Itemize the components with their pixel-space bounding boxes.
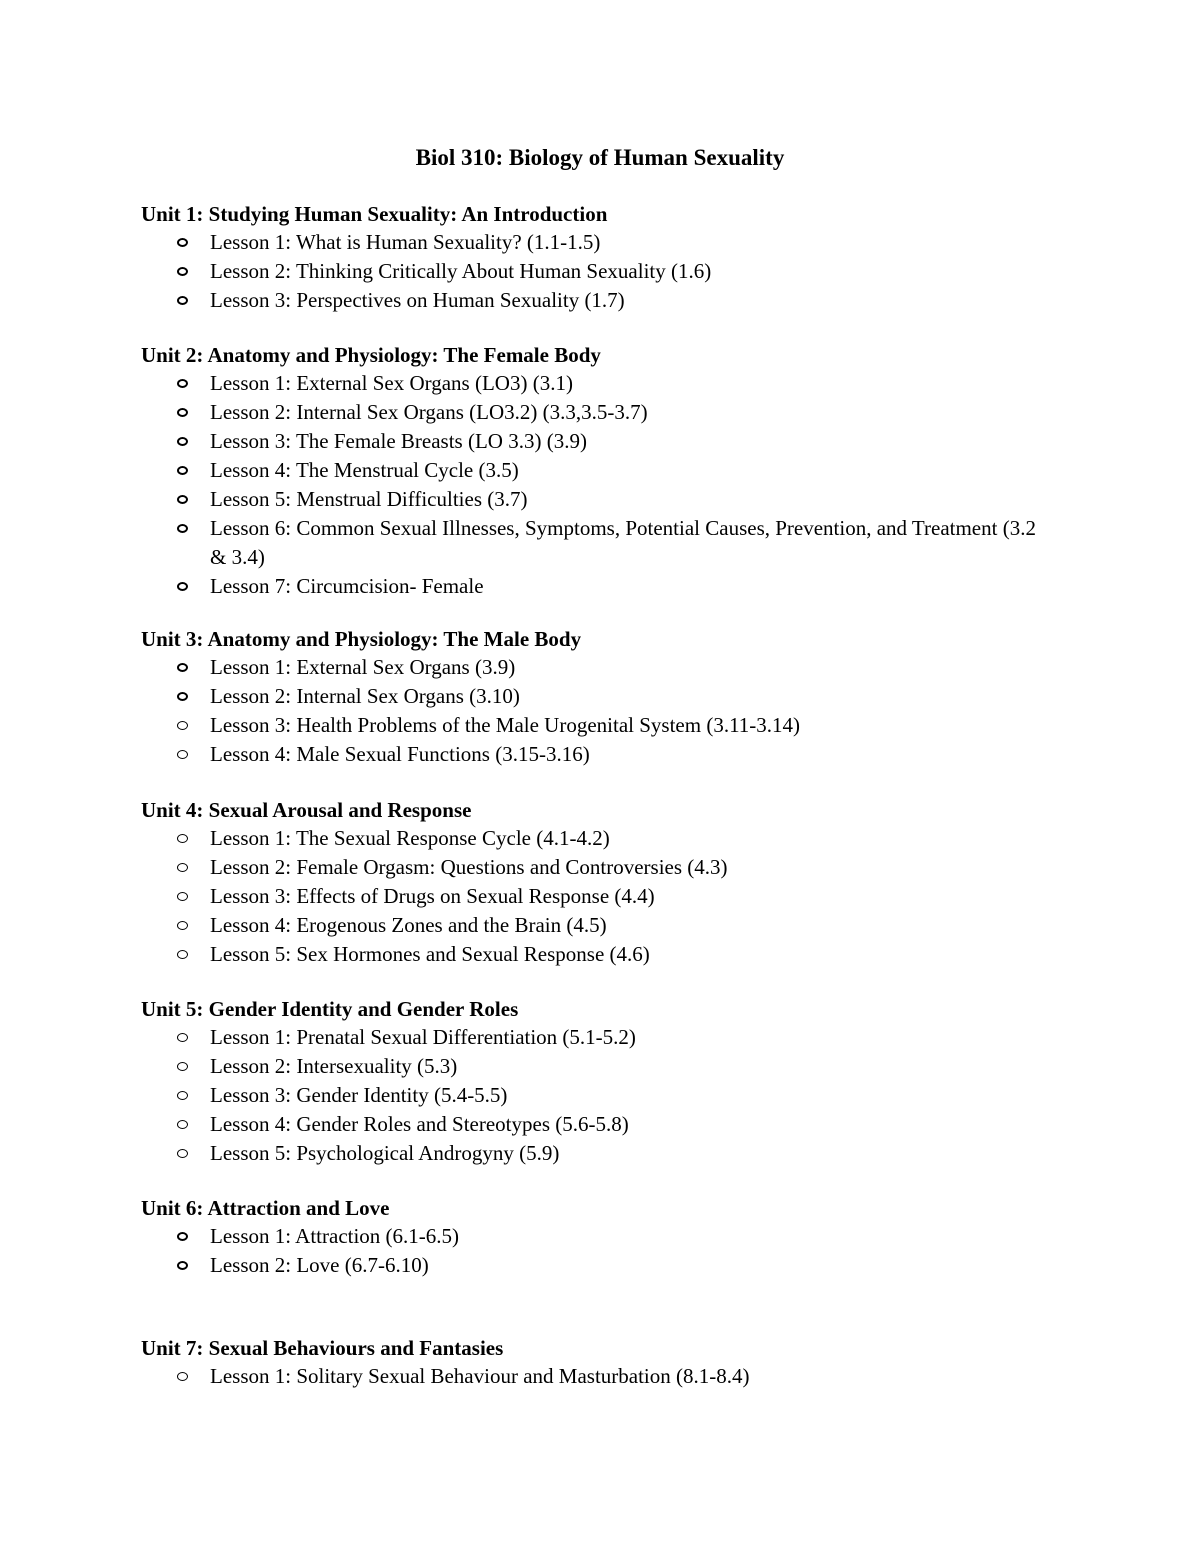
- list-item: [141, 711, 1041, 740]
- bullet-icon: [177, 834, 188, 843]
- unit-1-section: [141, 200, 1041, 315]
- list-item: [141, 572, 1041, 601]
- list-item: [141, 882, 1041, 911]
- lesson-text: Lesson 4: Erogenous Zones and the Brain (4.5): [210, 913, 607, 937]
- lesson-text: Lesson 2: Female Orgasm: Questions and Controversies (4.3): [210, 855, 728, 879]
- lesson-list: [141, 1222, 1041, 1280]
- list-item: [141, 1023, 1041, 1052]
- bullet-icon: [177, 692, 188, 701]
- lesson-text: Lesson 6: Common Sexual Illnesses, Symptoms, Potential Causes, Prevention, and Treatment (3.2 & 3.4): [210, 516, 1036, 569]
- bullet-icon: [177, 663, 188, 672]
- lesson-text: Lesson 1: Prenatal Sexual Differentiation (5.1-5.2): [210, 1025, 636, 1049]
- unit-7-section: [141, 1334, 1041, 1391]
- lesson-text: Lesson 2: Internal Sex Organs (3.10): [210, 684, 520, 708]
- list-item: [141, 653, 1041, 682]
- list-item: [141, 228, 1041, 257]
- bullet-icon: [177, 582, 188, 591]
- bullet-icon: [177, 1120, 188, 1129]
- lesson-text: Lesson 1: External Sex Organs (3.9): [210, 655, 516, 679]
- list-item: [141, 514, 1041, 572]
- lesson-text: Lesson 4: The Menstrual Cycle (3.5): [210, 458, 519, 482]
- list-item: [141, 485, 1041, 514]
- lesson-list: [141, 369, 1041, 601]
- list-item: [141, 286, 1041, 315]
- bullet-icon: [177, 863, 188, 872]
- lesson-text: Lesson 1: Solitary Sexual Behaviour and Masturbation (8.1-8.4): [210, 1364, 750, 1388]
- bullet-icon: [177, 267, 188, 276]
- lesson-text: Lesson 2: Internal Sex Organs (LO3.2) (3.3,3.5-3.7): [210, 400, 648, 424]
- bullet-icon: [177, 408, 188, 417]
- bullet-icon: [177, 750, 188, 759]
- bullet-icon: [177, 1261, 188, 1270]
- list-item: [141, 369, 1041, 398]
- unit-heading: Unit 4: Sexual Arousal and Response: [141, 798, 472, 822]
- lesson-text: Lesson 1: What is Human Sexuality? (1.1-1.5): [210, 230, 601, 254]
- lesson-text: Lesson 1: External Sex Organs (LO3) (3.1): [210, 371, 573, 395]
- bullet-icon: [177, 238, 188, 247]
- unit-heading: Unit 5: Gender Identity and Gender Roles: [141, 997, 519, 1021]
- unit-3-section: [141, 625, 1041, 769]
- list-item: [141, 740, 1041, 769]
- list-item: [141, 940, 1041, 969]
- list-item: [141, 1052, 1041, 1081]
- unit-5-section: [141, 995, 1041, 1168]
- list-item: [141, 1081, 1041, 1110]
- list-item: [141, 911, 1041, 940]
- unit-heading: Unit 3: Anatomy and Physiology: The Male Body: [141, 627, 582, 651]
- lesson-text: Lesson 2: Intersexuality (5.3): [210, 1054, 458, 1078]
- list-item: [141, 427, 1041, 456]
- bullet-icon: [177, 437, 188, 446]
- bullet-icon: [177, 379, 188, 388]
- lesson-text: Lesson 3: Gender Identity (5.4-5.5): [210, 1083, 508, 1107]
- bullet-icon: [177, 1149, 188, 1158]
- lesson-list: [141, 1023, 1041, 1168]
- list-item: [141, 824, 1041, 853]
- list-item: [141, 1222, 1041, 1251]
- bullet-icon: [177, 1232, 188, 1241]
- unit-heading: Unit 1: Studying Human Sexuality: An Introduction: [141, 202, 608, 226]
- lesson-text: Lesson 3: Perspectives on Human Sexuality (1.7): [210, 288, 625, 312]
- unit-heading: Unit 2: Anatomy and Physiology: The Female Body: [141, 343, 601, 367]
- bullet-icon: [177, 466, 188, 475]
- lesson-text: Lesson 7: Circumcision- Female: [210, 574, 484, 598]
- bullet-icon: [177, 921, 188, 930]
- list-item: [141, 1251, 1041, 1280]
- lesson-list: [141, 228, 1041, 315]
- lesson-list: [141, 653, 1041, 769]
- list-item: [141, 398, 1041, 427]
- lesson-text: Lesson 3: The Female Breasts (LO 3.3) (3.9): [210, 429, 587, 453]
- unit-2-section: [141, 341, 1041, 601]
- lesson-text: Lesson 3: Effects of Drugs on Sexual Response (4.4): [210, 884, 655, 908]
- bullet-icon: [177, 1372, 188, 1381]
- unit-6-section: [141, 1194, 1041, 1280]
- bullet-icon: [177, 524, 188, 533]
- lesson-list: [141, 1362, 1041, 1391]
- document-title: Biol 310: Biology of Human Sexuality: [415, 145, 785, 170]
- lesson-text: Lesson 1: Attraction (6.1-6.5): [210, 1224, 460, 1248]
- bullet-icon: [177, 495, 188, 504]
- bullet-icon: [177, 1062, 188, 1071]
- list-item: [141, 853, 1041, 882]
- bullet-icon: [177, 950, 188, 959]
- list-item: [141, 1110, 1041, 1139]
- lesson-list: [141, 824, 1041, 969]
- list-item: [141, 1139, 1041, 1168]
- lesson-text: Lesson 2: Love (6.7-6.10): [210, 1253, 429, 1277]
- lesson-text: Lesson 2: Thinking Critically About Human Sexuality (1.6): [210, 259, 712, 283]
- bullet-icon: [177, 1091, 188, 1100]
- bullet-icon: [177, 892, 188, 901]
- unit-4-section: [141, 796, 1041, 969]
- bullet-icon: [177, 1033, 188, 1042]
- bullet-icon: [177, 296, 188, 305]
- unit-heading: Unit 6: Attraction and Love: [141, 1196, 390, 1220]
- list-item: [141, 1362, 1041, 1391]
- list-item: [141, 257, 1041, 286]
- list-item: [141, 682, 1041, 711]
- bullet-icon: [177, 721, 188, 730]
- lesson-text: Lesson 4: Gender Roles and Stereotypes (5.6-5.8): [210, 1112, 629, 1136]
- lesson-text: Lesson 1: The Sexual Response Cycle (4.1-4.2): [210, 826, 610, 850]
- lesson-text: Lesson 5: Psychological Androgyny (5.9): [210, 1141, 560, 1165]
- lesson-text: Lesson 5: Menstrual Difficulties (3.7): [210, 487, 528, 511]
- unit-heading: Unit 7: Sexual Behaviours and Fantasies: [141, 1336, 504, 1360]
- lesson-text: Lesson 3: Health Problems of the Male Urogenital System (3.11-3.14): [210, 713, 801, 737]
- lesson-text: Lesson 4: Male Sexual Functions (3.15-3.16): [210, 742, 590, 766]
- lesson-text: Lesson 5: Sex Hormones and Sexual Response (4.6): [210, 942, 650, 966]
- list-item: [141, 456, 1041, 485]
